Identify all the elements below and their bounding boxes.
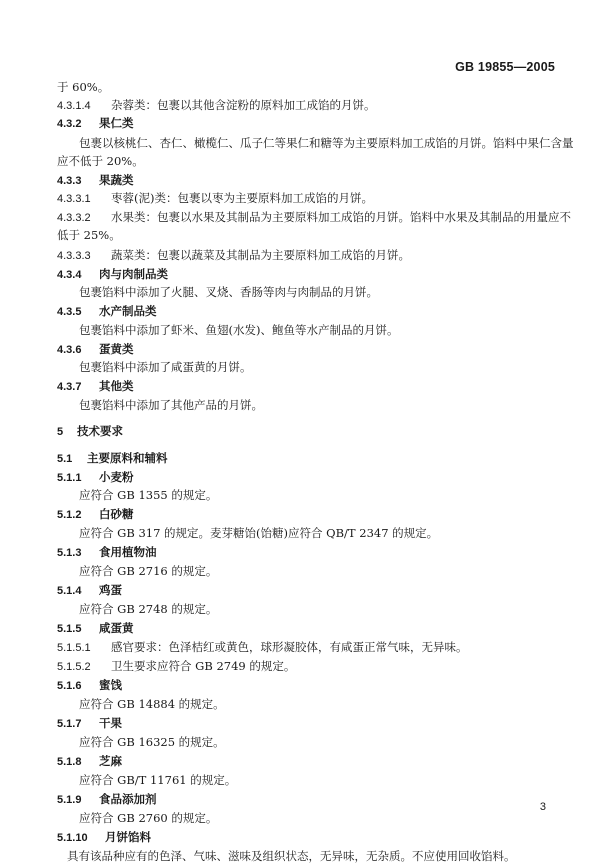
paragraph-line: [57, 154, 144, 168]
section-title: 食用植物油: [99, 545, 157, 559]
paragraph-text: 应符合 GB 2716 的规定。: [79, 564, 218, 578]
section-title: 水产制品类: [99, 304, 157, 318]
section-4-3-3: [57, 173, 134, 188]
paragraph-line: [57, 136, 574, 150]
section-title: 肉与肉制品类: [99, 267, 168, 281]
page-number: 3: [539, 801, 546, 813]
section-number: 5.1.8: [57, 756, 82, 768]
section-title: 芝麻: [99, 754, 122, 768]
section-number: 5.1.1: [57, 472, 82, 484]
line-text: 于 60%。: [57, 80, 110, 94]
clause-number: 4.3.3.3: [57, 250, 91, 262]
paragraph-line: [57, 398, 263, 412]
clause-number: 4.3.1.4: [57, 100, 91, 112]
chapter-5: [57, 424, 123, 439]
chapter-number: 5: [57, 426, 64, 438]
section-number: 4.3.7: [57, 381, 82, 393]
section-number: 4.3.4: [57, 269, 82, 281]
paragraph-line: [57, 773, 236, 787]
section-number: 4.3.3: [57, 175, 82, 187]
paragraph-line: [57, 811, 217, 825]
section-5-1-7: [57, 716, 122, 731]
section-number: 4.3.2: [57, 118, 82, 130]
paragraph-text: 应不低于 20%。: [57, 154, 144, 168]
section-5-1-1: [57, 470, 134, 485]
section-5-1-6: [57, 678, 122, 693]
section-4-3-7: [57, 379, 134, 394]
section-5-1-4: [57, 583, 122, 598]
section-number: 5.1.4: [57, 585, 82, 597]
section-5-1-9: [57, 792, 157, 807]
clause-5-1-5-2: [57, 659, 295, 674]
paragraph-text: 包裹馅料中添加了火腿、叉烧、香肠等肉与肉制品的月饼。: [79, 285, 378, 299]
clause-5-1-5-1: [57, 640, 468, 655]
section-4-3-2: [57, 116, 134, 131]
section-5-1-5: [57, 621, 134, 636]
clause-text: 蔬菜类：包裹以蔬菜及其制品为主要原料加工成馅的月饼。: [111, 248, 410, 262]
clause-text: 感官要求：色泽桔红或黄色，球形凝胶体，有咸蛋正常气味，无异味。: [111, 640, 468, 654]
section-5-1-2: [57, 507, 134, 522]
paragraph-line: [57, 360, 252, 374]
paragraph-line: [57, 735, 225, 749]
standard-code: GB 19855—2005: [455, 60, 555, 74]
section-number: 5.1.2: [57, 509, 82, 521]
clause-number: 5.1.5.1: [57, 642, 91, 654]
section-number: 5.1.5: [57, 623, 82, 635]
clause-4-3-3-1: [57, 191, 373, 206]
paragraph-text: 应符合 GB 1355 的规定。: [79, 488, 218, 502]
clause-text: 杂蓉类：包裹以其他含淀粉的原料加工成馅的月饼。: [111, 98, 376, 112]
paragraph-line: [57, 488, 217, 502]
clause-number: 4.3.3.2: [57, 212, 91, 224]
section-title: 蜜饯: [99, 678, 122, 692]
section-number: 5.1.7: [57, 718, 82, 730]
section-5-1-8: [57, 754, 122, 769]
section-title: 白砂糖: [99, 507, 134, 521]
section-title: 果仁类: [99, 116, 134, 130]
section-title: 小麦粉: [99, 470, 134, 484]
section-5-1-3: [57, 545, 157, 560]
section-title: 鸡蛋: [99, 583, 122, 597]
paragraph-text: 应符合 GB 2760 的规定。: [79, 811, 218, 825]
paragraph-line: [57, 849, 516, 863]
section-title: 咸蛋黄: [99, 621, 134, 635]
paragraph-text: 应符合 GB 16325 的规定。: [79, 735, 225, 749]
section-number: 4.3.5: [57, 306, 82, 318]
section-number: 4.3.6: [57, 344, 82, 356]
paragraph-line: [57, 228, 121, 242]
paragraph-line: [57, 602, 217, 616]
paragraph-text: 包裹馅料中添加了虾米、鱼翅(水发)、鲍鱼等水产制品的月饼。: [79, 323, 399, 337]
section-4-3-5: [57, 304, 157, 319]
paragraph-text: 应符合 GB 317 的规定。麦芽糖饴(饴糖)应符合 QB/T 2347 的规定。: [79, 526, 439, 540]
text-line: [57, 80, 109, 94]
section-number: 5.1.6: [57, 680, 82, 692]
paragraph-text: 包裹馅料中添加了咸蛋黄的月饼。: [79, 360, 252, 374]
section-title: 食品添加剂: [99, 792, 157, 806]
paragraph-line: [57, 285, 378, 299]
paragraph-text: 应符合 GB 2748 的规定。: [79, 602, 218, 616]
clause-text: 卫生要求应符合 GB 2749 的规定。: [111, 659, 296, 673]
paragraph-line: [57, 697, 225, 711]
paragraph-text: 具有该品种应有的色泽、气味、滋味及组织状态，无异味，无杂质。不应使用回收馅料。: [67, 849, 516, 863]
clause-text: 枣蓉(泥)类：包裹以枣为主要原料加工成馅的月饼。: [111, 191, 373, 205]
section-4-3-4: [57, 267, 168, 282]
section-title: 干果: [99, 716, 122, 730]
section-number: 5.1: [57, 453, 73, 465]
clause-number: 4.3.3.1: [57, 193, 91, 205]
section-4-3-6: [57, 342, 134, 357]
section-number: 5.1.3: [57, 547, 82, 559]
section-title: 主要原料和辅料: [87, 451, 168, 465]
paragraph-text: 应符合 GB 14884 的规定。: [79, 697, 225, 711]
section-title: 蛋黄类: [99, 342, 134, 356]
section-number: 5.1.10: [57, 832, 88, 844]
chapter-title: 技术要求: [77, 424, 123, 438]
section-title: 月饼馅料: [105, 830, 151, 844]
section-5-1-10: [57, 830, 151, 845]
section-title: 果蔬类: [99, 173, 134, 187]
paragraph-text: 包裹馅料中添加了其他产品的月饼。: [79, 398, 263, 412]
section-number: 5.1.9: [57, 794, 82, 806]
clause-4-3-3-3: [57, 248, 410, 263]
paragraph-line: [57, 526, 438, 540]
section-title: 其他类: [99, 379, 134, 393]
clause-4-3-3-2: [57, 210, 571, 225]
paragraph-line: [57, 564, 217, 578]
paragraph-text: 包裹以核桃仁、杏仁、橄榄仁、瓜子仁等果仁和糖等为主要原料加工成馅的月饼。馅料中果仁含量: [79, 136, 574, 150]
paragraph-text: 应符合 GB/T 11761 的规定。: [79, 773, 237, 787]
paragraph-line: [57, 323, 398, 337]
paragraph-text: 低于 25%。: [57, 228, 121, 242]
clause-text: 水果类：包裹以水果及其制品为主要原料加工成馅的月饼。馅料中水果及其制品的用量应不: [111, 210, 571, 224]
section-5-1: [57, 451, 168, 466]
clause-number: 5.1.5.2: [57, 661, 91, 673]
clause-4-3-1-4: [57, 98, 376, 113]
